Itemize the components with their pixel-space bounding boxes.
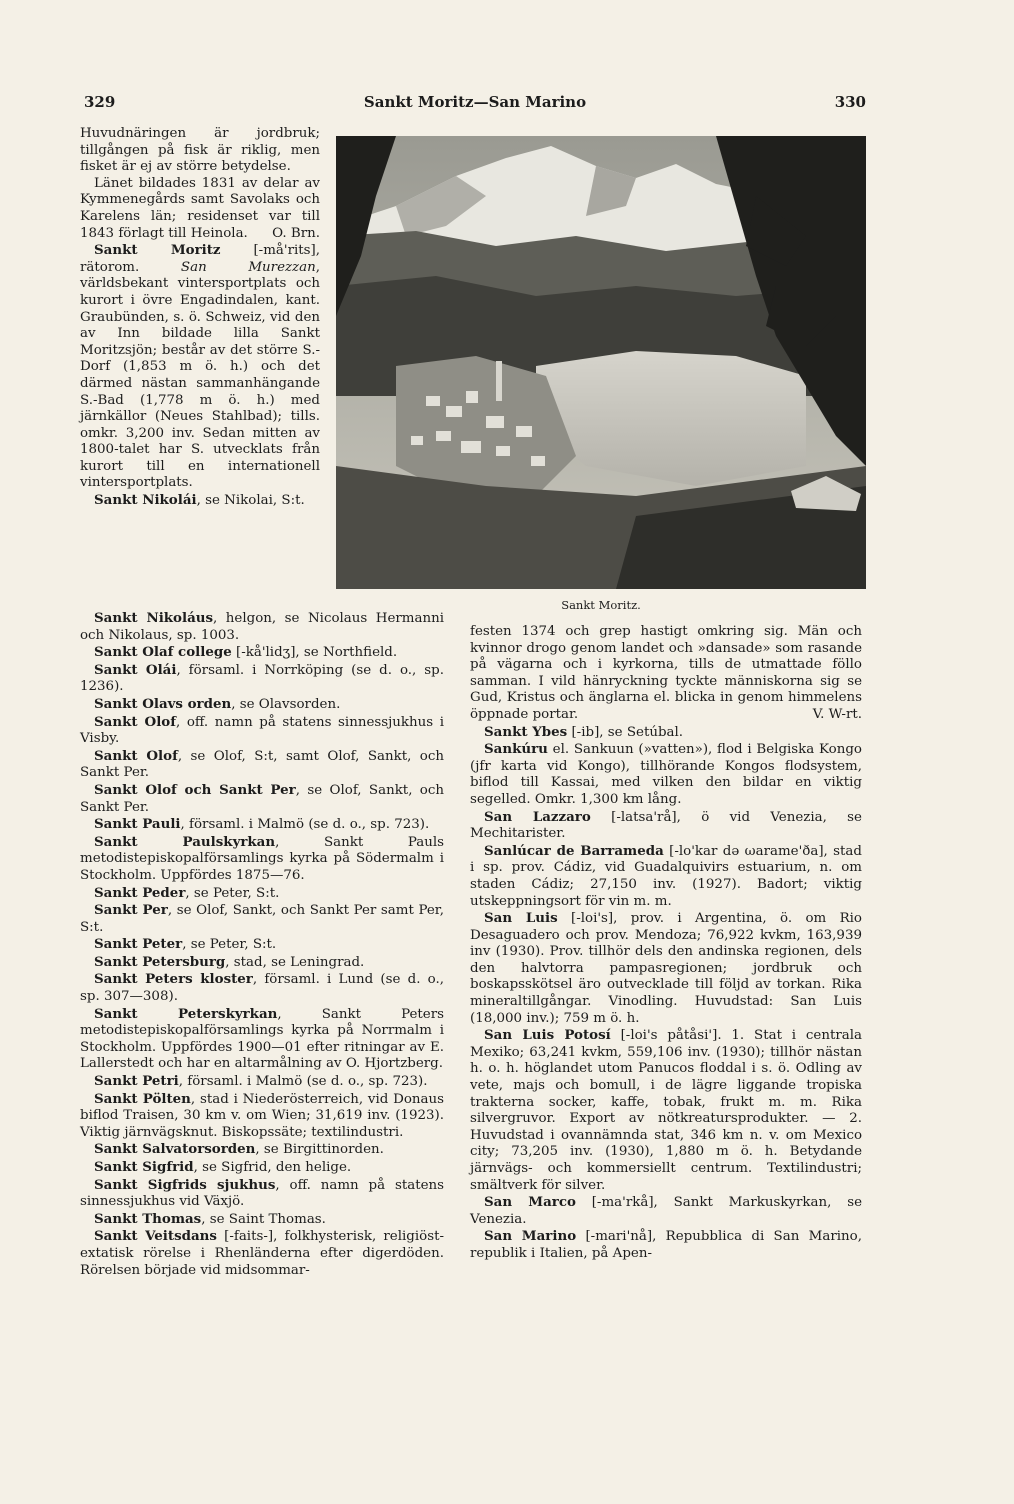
entry-head: San Luis Potosí [484, 1027, 611, 1044]
church-tower [496, 361, 502, 401]
entry [80, 1228, 444, 1279]
entry [80, 834, 444, 885]
entry-text: [-loi's], prov. i Argentina, ö. om Rio Desaguadero och prov. Mendoza; 76,922 kvkm, 163,939 inv (1930). Prov. tillhör dels den andinska regionen, dels den halvtorra pampasregionen; jordbruk och boskapsskötsel äro outvecklade till följd av torkan. Rika mineraltillgångar. Vinodling. Huvudstad: San Luis (18,000 inv.); 759 m ö. h. [470, 911, 862, 1026]
entry [80, 971, 444, 1005]
paragraph-text: Länet bildades 1831 av delar av Kymmenegårds samt Savolaks och Karelens län; residenset var till 1843 förlagt till Heinola. [80, 175, 320, 241]
entry-text: , se Sigfrid, den helige. [193, 1160, 352, 1175]
entry-head: Sankt Sigfrids sjukhus [94, 1176, 276, 1193]
entry-text: , församl. i Malmö (se d. o., sp. 723). [180, 817, 430, 833]
entry-text: , världsbekant vintersportplats och kurort i övre Engadindalen, kant. Graubünden, s. ö. Schweiz, vid den av Inn bildade lilla Sankt Moritzsjön; består av det större S.-Dorf (1,853 m ö. h.) och det därmed nästan sammanhängande S.-Bad (1,778 m ö. h.) med järnkällor (Neues Stahlbad); tills. omkr. 3,200 inv. Sedan mitten av 1800-talet har S. utvecklats från kurort till en internationell vintersportplats. [80, 259, 320, 491]
entry [80, 954, 444, 972]
entry-head: Sankt Moritz [94, 242, 221, 259]
entry [470, 809, 862, 843]
entry-head: Sankt Peterskyrkan [94, 1005, 278, 1022]
entry [80, 1211, 444, 1229]
entry-head: Sankt Per [94, 902, 168, 919]
entry-head: San Marco [484, 1194, 576, 1211]
page-header [84, 93, 866, 119]
entry-head: Sankt Sigfrid [94, 1159, 194, 1175]
entry-text: [-loi's påtåsi']. 1. Stat i centrala Mexiko; 63,241 kvkm, 559,106 inv. (1930); tillhör nästan h. o. h. höglandet utom Panucos floddal i s. ö. Odling av vete, majs och bomull, i de lägre liggande tropiska trakterna socker, kaffe, tobak, frukt m. m. Rika silvergruvor. Export av nötkreatursprodukter. — 2. Huvudstad i ovannämnda stat, 346 km n. v. om Mexico city; 73,205 inv. (1930), 1,880 m ö. h. Betydande järnvägs- och kommersiellt centrum. Textilindustri; smältverk för silver. [470, 1028, 862, 1193]
entry-text: [-mari'nå], Repubblica di San Marino, republik i Italien, på Apen- [470, 1229, 862, 1261]
entry-head: Sankt Olof [94, 747, 178, 764]
entry [80, 1006, 444, 1073]
entry-text: el. Sankuun (»vatten»), flod i Belgiska Kongo (jfr karta vid Kongo), tillhörande Kongos flodsystem, biflod till Kassai, med vilken den bildar en viktig segelled. Omkr. 1,300 km lång. [470, 742, 862, 807]
entry-text: , se Birgittinorden. [255, 1142, 384, 1158]
column-top-left [80, 126, 320, 510]
entry-sankt-moritz [80, 242, 320, 492]
entry-text: , se Olof, Sankt, och Sankt Per samt Per, S:t. [80, 903, 444, 935]
entry-head: Sankt Veitsdans [94, 1228, 217, 1245]
entry-text: , stad, se Leningrad. [225, 954, 365, 970]
entry [80, 1141, 444, 1159]
entry-text: , se Olof, Sankt, och Sankt Per. [80, 782, 444, 815]
signature: O. Brn. [272, 225, 320, 241]
entry-head: Sankúru [484, 741, 548, 758]
entry-head: Sankt Petri [94, 1073, 179, 1090]
entry [470, 1027, 862, 1194]
entry-text: , Sankt Pauls metodistepiskopalförsamlings kyrka på Södermalm i Stockholm. Uppfördes 1875—76. [80, 834, 445, 883]
entry [470, 1194, 862, 1228]
column-bottom-left [80, 610, 444, 1279]
entry-text: , off. namn på statens sinnessjukhus vid Växjö. [80, 1177, 444, 1210]
entry-text: [-lo'kar də ωarame'ða], stad i sp. prov. Cádiz, vid Guadalquivirs estuarium, n. om staden Cádiz; 27,150 inv. (1927). Badort; viktig utskeppningsort för vin m. m. [470, 843, 862, 909]
entry-head: Sankt Olof och Sankt Per [94, 781, 296, 798]
entry [470, 910, 862, 1027]
entry [80, 816, 444, 834]
entry [80, 748, 444, 782]
entry [80, 610, 444, 644]
entry-text: , se Olof, S:t, samt Olof, Sankt, och Sankt Per. [80, 748, 444, 781]
photo-sankt-moritz [336, 136, 866, 589]
entry-text: , stad i Niederösterreich, vid Donaus biflod Traisen, 30 km v. om Wien; 31,619 inv. (1923). Viktig järnvägsknut. Biskopssäte; textilindustri. [80, 1091, 444, 1140]
entry [80, 1091, 444, 1142]
entry [470, 724, 862, 742]
entry-head: Sankt Thomas [94, 1210, 202, 1227]
entry-alt-name: San Murezzan [180, 259, 316, 275]
photo-caption: Sankt Moritz. [561, 598, 641, 612]
entry-head: Sankt Peter [94, 936, 183, 953]
entry [80, 782, 444, 816]
running-title: Sankt Moritz—San Marino [363, 93, 587, 111]
entry-head: Sankt Olaf college [94, 644, 232, 661]
entry [80, 714, 444, 748]
entry-head: Sankt Ybes [484, 723, 568, 740]
entry [470, 843, 862, 910]
entry [80, 1073, 444, 1091]
entry-text: , församl. i Lund (se d. o., sp. 307—308). [80, 972, 444, 1005]
entry [80, 902, 444, 936]
entry-head: Sankt Olof [94, 713, 176, 730]
entry-text: , off. namn på statens sinnessjukhus i Visby. [80, 714, 444, 747]
entry-text: , se Peter, S:t. [182, 937, 277, 953]
entry-text: [-kå'lidʒ], se Northfield. [231, 645, 398, 661]
entry-text: , se Saint Thomas. [201, 1211, 326, 1227]
entry-head: Sankt Nikolái [94, 492, 197, 509]
paragraph [470, 624, 862, 724]
entry-head: San Luis [484, 910, 558, 927]
paragraph-text: festen 1374 och grep hastigt omkring sig. Män och kvinnor drogo genom landet och »dansade» som rasande på vägarna och i kyrkorna, tills de utmattade föllo samman. I vild hänryckning tyckte människorna sig se Gud, Kristus och änglarna el. blicka in genom himmelens öppnade portar. [470, 624, 862, 722]
entry [80, 885, 444, 903]
entry-pron: [-må'rits], rätorom. [80, 243, 320, 275]
entry [80, 936, 444, 954]
entry-head: Sankt Petersburg [94, 953, 226, 970]
entry [80, 1177, 444, 1211]
entry-head: Sankt Pölten [94, 1090, 191, 1107]
entry-sankt-nikolai [80, 492, 320, 510]
entry-head: Sankt Peder [94, 884, 186, 901]
entry [80, 1159, 444, 1177]
entry-text: , se Nikolai, S:t. [196, 493, 305, 509]
entry-text: [-ma'rkå], Sankt Markuskyrkan, se Venezia. [470, 1195, 862, 1227]
entry-head: Sankt Paulskyrkan [94, 833, 276, 850]
entry-head: Sanlúcar de Barrameda [484, 842, 664, 859]
entry-head: San Lazzaro [484, 808, 591, 825]
entry-text: , se Olavsorden. [231, 696, 341, 712]
right-page-number: 330 [834, 93, 866, 111]
entry-head: Sankt Peters kloster [94, 971, 253, 988]
entry-text: , helgon, se Nicolaus Hermanni och Nikolaus, sp. 1003. [80, 611, 444, 643]
paragraph [80, 176, 320, 242]
entry [470, 741, 862, 808]
entry-text: , se Peter, S:t. [185, 885, 280, 901]
left-page-number: 329 [84, 93, 116, 111]
entry-head: Sankt Olái [94, 661, 177, 678]
column-right [470, 624, 862, 1263]
entry-head: San Marino [484, 1228, 577, 1245]
entry-text: , Sankt Peters metodistepiskopalförsamlings kyrka på Norrmalm i Stockholm. Uppfördes 1900—01 efter ritningar av E. Lallerstedt och har en altarmålning av O. Hjortzberg. [80, 1006, 444, 1072]
entry-text: [-faits-], folkhysterisk, religiöst-extatisk rörelse i Rhenländerna efter digerdöden. Rörelsen började vid midsommar- [80, 1229, 444, 1278]
entry-head: Sankt Olavs orden [94, 695, 232, 712]
paragraph: Huvudnäringen är jordbruk; tillgången på fisk är riklig, men fisket är ej av större betydelse. [80, 126, 320, 175]
entry [470, 1228, 862, 1262]
entry-head: Sankt Nikoláus [94, 610, 214, 626]
entry [80, 696, 444, 714]
entry [80, 644, 444, 662]
signature: V. W-rt. [812, 706, 862, 722]
entry-text: [-latsa'rå], ö vid Venezia, se Mechitarister. [470, 809, 862, 842]
entry [80, 662, 444, 696]
entry-head: Sankt Salvatorsorden [94, 1141, 256, 1158]
entry-text: [-ib], se Setúbal. [567, 724, 684, 740]
entry-text: , församl. i Norrköping (se d. o., sp. 1236). [80, 662, 444, 695]
entry-text: , församl. i Malmö (se d. o., sp. 723). [178, 1074, 428, 1090]
landscape-image [336, 136, 866, 589]
entry-head: Sankt Pauli [94, 816, 181, 833]
